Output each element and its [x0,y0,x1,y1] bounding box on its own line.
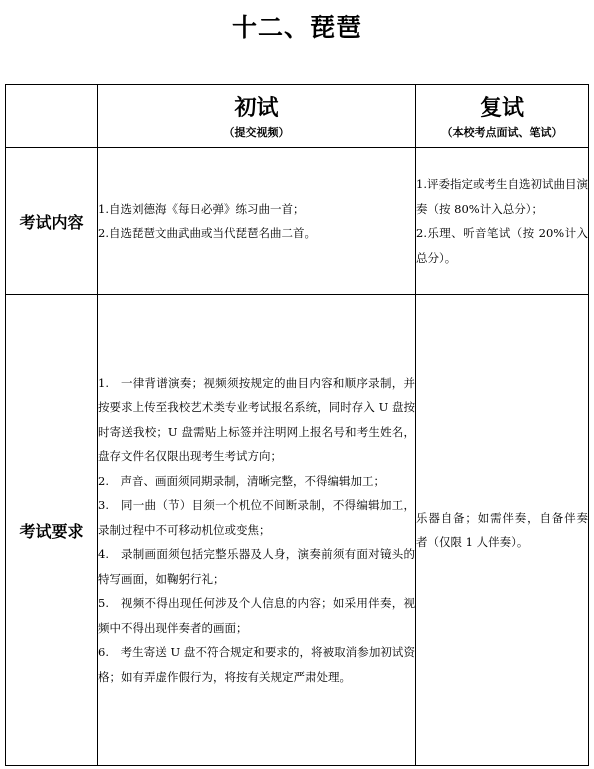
initial-requirement-item: 4. 录制画面须包括完整乐器及人身，演奏前须有面对镜头的特写画面，如鞠躬行礼； [98,547,415,586]
header-initial-title: 初试 [234,96,279,121]
header-empty-cell [6,85,98,148]
initial-requirements-cell [98,295,416,766]
header-initial-subtitle: （提交视频） [223,126,290,139]
initial-requirement-item: 2. 声音、画面须同期录制，清晰完整，不得编辑加工； [98,473,385,488]
header-retest-title: 复试 [479,96,524,121]
retest-requirements-cell [416,295,589,766]
table-header-row [6,85,589,148]
initial-requirement-item: 3. 同一曲（节）目须一个机位不间断录制，不得编辑加工，录制过程中不可移动机位或变焦； [98,498,415,537]
retest-content-item: 1.评委指定或考生自选初试曲目演奏（按 80%计入总分）； [416,177,588,216]
retest-requirement-item: 乐器自备；如需伴奏，自备伴奏者（仅限 1 人伴奏）。 [416,510,588,549]
initial-requirement-item: 1. 一律背谱演奏；视频须按规定的曲目内容和顺序录制，并按要求上传至我校艺术类专业考试报名系统，同时存入 U 盘按时寄送我校；U 盘需贴上标签并注明网上报名号和考生姓名，盘存文件名仅限出现考生考试方向； [98,375,415,464]
initial-requirement-item: 6. 考生寄送 U 盘不符合规定和要求的，将被取消参加初试资格；如有弄虚作假行为，将按有关规定严肃处理。 [98,645,415,684]
initial-content-item: 2.自选琵琶文曲武曲或当代琵琶名曲二首。 [98,226,316,240]
initial-content-cell [98,148,416,295]
header-retest-subtitle: （本校考点面试、笔试） [441,126,563,139]
table-row-content [6,148,589,295]
row-label-requirements: 考试要求 [6,295,98,766]
retest-content-item: 2.乐理、听音笔试（按 20%计入总分）。 [416,226,588,265]
row-label-content: 考试内容 [6,148,98,295]
exam-table [5,84,589,766]
retest-content-cell [416,148,589,295]
table-row-requirements [6,295,589,766]
initial-content-item: 1.自选刘德海《每日必弹》练习曲一首； [98,201,305,216]
initial-requirement-item: 5. 视频不得出现任何涉及个人信息的内容；如采用伴奏，视频中不得出现伴奏者的画面； [98,596,415,635]
header-retest-cell [416,85,589,148]
header-initial-cell [98,85,416,148]
page-title: 十二、琵琶 [231,13,362,42]
